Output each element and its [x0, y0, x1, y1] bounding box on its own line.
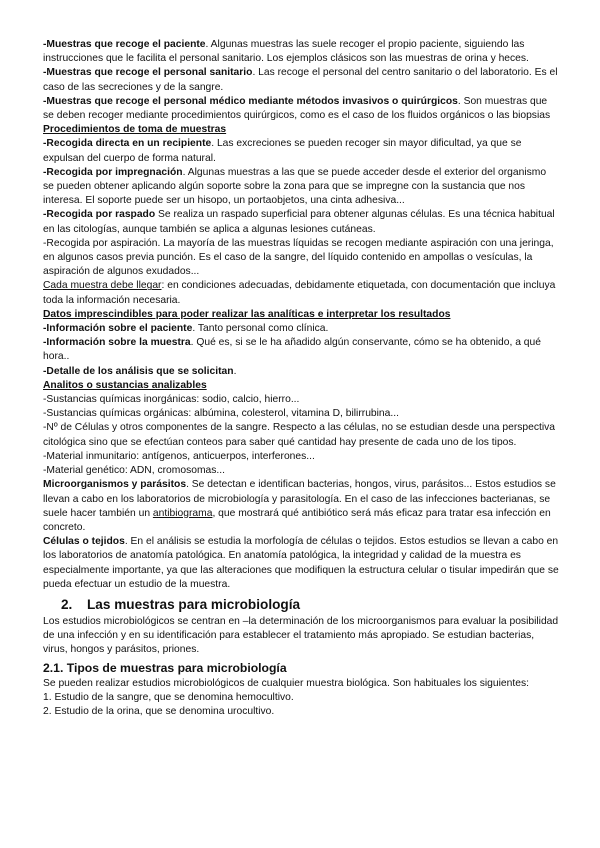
procedure-aspiration: -Recogida por aspiración. La mayoría de las muestras líquidas se recogen mediante aspiración con una jeringa, en algunos casos previa punción. Es el caso de la sangre, del líquido contenido en ampollas o vesículas, la aspiración de algunos exudados...: [43, 237, 554, 278]
section-2-1-text: Se pueden realizar estudios microbiológicos de cualquier muestra biológica. Son habituales los siguientes:: [43, 677, 529, 689]
delivery-note: Cada muestra debe llegar: en condiciones adecuadas, debidamente etiquetada, con documentación que incluya toda la información necesaria.: [43, 280, 556, 306]
antibiogram-link[interactable]: antibiograma: [152, 507, 213, 519]
analyte-inorganic: -Sustancias químicas inorgánicas: sodio, calcio, hierro...: [43, 394, 300, 406]
section-2-text: Los estudios microbiológicos se centran en –la determinación de los microorganismos para evaluar la posibilidad de una infección y en su identificación para establecer el tratamiento más apropiado. Se estudian bacterias, virus, hongos y parásitos, priones.: [43, 615, 559, 656]
section-2-1-heading: 2.1. Tipos de muestras para microbiología: [43, 660, 287, 675]
sample-patient: -Muestras que recoge el paciente. Algunas muestras las suele recoger el propio paciente, siguiendo las instrucciones que le facilita el personal sanitario. Los ejemplos clásicos son las muestras de orina y heces.: [43, 39, 529, 65]
list-item-urine: 2. Estudio de la orina, que se denomina urocultivo.: [43, 705, 275, 717]
analytes-heading: Analitos o sustancias analizables: [43, 379, 207, 391]
procedure-direct: -Recogida directa en un recipiente. Las excreciones se pueden recoger sin mayor dificultad, ya que se expulsan del cuerpo de forma natural.: [43, 138, 522, 164]
sample-invasive: -Muestras que recoge el personal médico mediante métodos invasivos o quirúrgicos. Son muestras que se deben recoger mediante procedimientos quirúrgicos, como es el caso de los fluidos orgánicos o las biopsias: [43, 95, 551, 122]
analyte-blood-cells: -Nº de Células y otros componentes de la sangre. Respecto a las células, no se estudian desde una perspectiva citológica sino que se efectúan conteos para saber qué cantidad hay presente de cada uno de los tipos.: [43, 422, 556, 448]
procedure-impregnation: -Recogida por impregnación. Algunas muestras a las que se puede acceder desde el exterior del organismo se pueden obtener aplicando algún soporte sobre la zona para que se impregne con la sustancia que nos interesa. El soporte puede ser un hisopo, un portaobjetos, una cinta adhesiva...: [43, 166, 547, 207]
analyte-immune: -Material inmunitario: antígenos, anticuerpos, interferones...: [43, 450, 315, 462]
analyte-genetic: -Material genético: ADN, cromosomas...: [43, 465, 225, 477]
cells-paragraph: Células o tejidos. En el análisis se estudia la morfología de células o tejidos. Estos estudios se llevan a cabo en los laboratorios de anatomía patológica. En anatomía patológica, la integridad y calidad de la muestra es especialmente importante, ya que las alteraciones que modifiquen la estructura celular o tisular impedirán que se pueda efectuar un estudio de la muestra.: [43, 536, 559, 590]
list-item-blood: 1. Estudio de la sangre, que se denomina hemocultivo.: [43, 691, 294, 703]
data-analysis: -Detalle de los análisis que se solicitan.: [43, 365, 237, 377]
document-page: [43, 38, 559, 719]
sample-health-staff: -Muestras que recoge el personal sanitario. Las recoge el personal del centro sanitario o del laboratorio. Es el caso de las secreciones y de la sangre.: [43, 67, 558, 93]
procedures-heading: Procedimientos de toma de muestras: [43, 124, 227, 136]
section-2-heading: 2. Las muestras para microbiología: [61, 596, 301, 612]
analyte-organic: -Sustancias químicas orgánicas: albúmina, colesterol, vitamina D, bilirrubina...: [43, 408, 399, 420]
procedure-scraping: -Recogida por raspado Se realiza un raspado superficial para obtener algunas células. Es una técnica habitual en las citologías, aunque también se aplica a algunas lesiones cutáneas.: [43, 209, 555, 235]
data-heading: Datos imprescindibles para poder realizar las analíticas e interpretar los resultados: [43, 308, 451, 320]
data-patient: -Información sobre el paciente. Tanto personal como clínica.: [43, 323, 329, 335]
data-sample: -Información sobre la muestra. Qué es, si se le ha añadido algún conservante, cómo se ha obtenido, a qué hora..: [43, 337, 541, 363]
microorganisms-paragraph: Microorganismos y parásitos. Se detectan e identifican bacterias, hongos, virus, parásitos... Estos estudios se llevan a cabo en los laboratorios de microbiología y parasitología. En el caso de las infecciones bacterianas, se suele hacer también un antibiograma, que mostrará qué antibiótico será más eficaz para tratar esa infección en concreto.: [43, 479, 556, 533]
